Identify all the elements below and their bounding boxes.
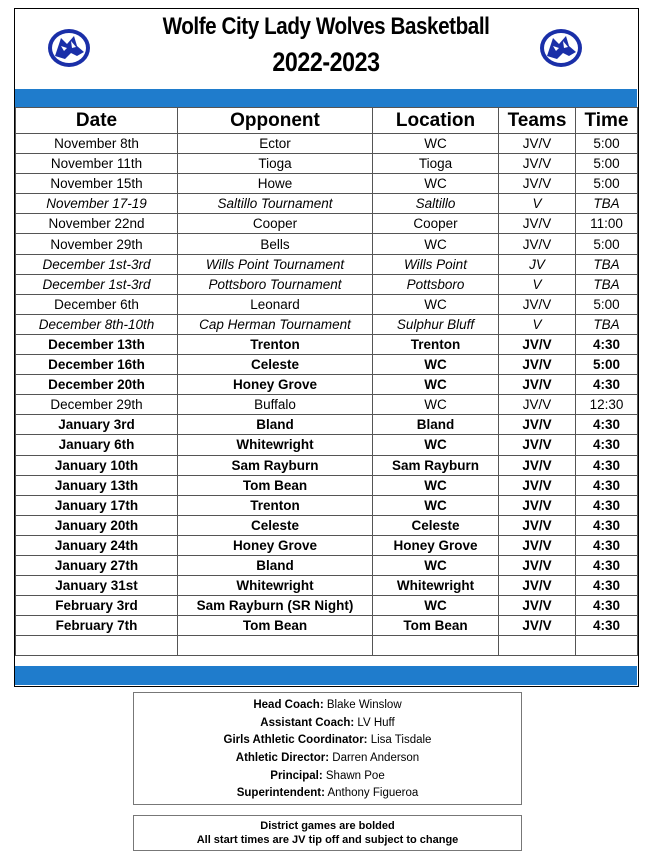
cell-location: WC bbox=[373, 355, 499, 375]
cell-location: WC bbox=[373, 395, 499, 415]
table-row bbox=[16, 194, 638, 214]
cell-location: Tom Bean bbox=[373, 616, 499, 636]
cell-teams: JV/V bbox=[499, 616, 576, 636]
cell-location: WC bbox=[373, 234, 499, 254]
cell-teams: JV/V bbox=[499, 375, 576, 395]
cell-location: Whitewright bbox=[373, 576, 499, 596]
cell-time: 12:30 bbox=[576, 395, 638, 415]
table-row bbox=[16, 254, 638, 274]
cell-teams: JV/V bbox=[499, 455, 576, 475]
cell-date: January 6th bbox=[16, 435, 178, 455]
cell-opponent: Tom Bean bbox=[178, 475, 373, 495]
cell-teams: JV/V bbox=[499, 355, 576, 375]
cell-teams: JV/V bbox=[499, 234, 576, 254]
table-row bbox=[16, 294, 638, 314]
column-header-date: Date bbox=[16, 108, 178, 134]
cell-teams: JV/V bbox=[499, 334, 576, 354]
note-district: District games are bolded bbox=[260, 820, 395, 832]
staff-role: Athletic Director: bbox=[235, 752, 330, 765]
cell-location: Tioga bbox=[373, 154, 499, 174]
cell-opponent: Honey Grove bbox=[178, 375, 373, 395]
cell-location: WC bbox=[373, 174, 499, 194]
table-row bbox=[16, 214, 638, 234]
cell-location: WC bbox=[373, 375, 499, 395]
staff-role: Head Coach: bbox=[253, 699, 324, 711]
table-row bbox=[16, 616, 638, 636]
cell-date: December 6th bbox=[16, 294, 178, 314]
cell-teams: JV/V bbox=[499, 515, 576, 535]
table-row bbox=[16, 576, 638, 596]
cell-opponent: Pottsboro Tournament bbox=[178, 274, 373, 294]
cell-opponent: Leonard bbox=[178, 294, 373, 314]
cell-time: 5:00 bbox=[576, 294, 638, 314]
cell-time: 4:30 bbox=[576, 455, 638, 475]
cell-location: Bland bbox=[373, 415, 499, 435]
cell-teams: JV/V bbox=[499, 174, 576, 194]
cell-opponent: Whitewright bbox=[178, 576, 373, 596]
cell-time: 5:00 bbox=[576, 355, 638, 375]
cell-teams: JV/V bbox=[499, 535, 576, 555]
cell-opponent bbox=[178, 636, 373, 656]
staff-line bbox=[134, 768, 521, 786]
cell-teams: V bbox=[499, 194, 576, 214]
title-season: 2022-2023 bbox=[272, 47, 380, 77]
cell-time: 4:30 bbox=[576, 596, 638, 616]
cell-date: November 11th bbox=[16, 154, 178, 174]
cell-opponent: Tom Bean bbox=[178, 616, 373, 636]
table-row bbox=[16, 435, 638, 455]
staff-name: Lisa Tisdale bbox=[370, 734, 432, 747]
blue-band-bottom bbox=[15, 666, 637, 685]
title-line-1: Wolfe City Lady Wolves Basketball bbox=[162, 13, 490, 40]
cell-location: Saltillo bbox=[373, 194, 499, 214]
cell-teams: JV/V bbox=[499, 214, 576, 234]
cell-opponent: Whitewright bbox=[178, 435, 373, 455]
cell-location: Cooper bbox=[373, 214, 499, 234]
table-row bbox=[16, 355, 638, 375]
table-row bbox=[16, 415, 638, 435]
cell-date: November 8th bbox=[16, 134, 178, 154]
cell-location bbox=[373, 636, 499, 656]
cell-teams: JV/V bbox=[499, 555, 576, 575]
cell-time: 4:30 bbox=[576, 495, 638, 515]
cell-teams: JV/V bbox=[499, 435, 576, 455]
cell-teams bbox=[499, 636, 576, 656]
cell-teams: JV/V bbox=[499, 294, 576, 314]
cell-date: November 22nd bbox=[16, 214, 178, 234]
cell-opponent: Celeste bbox=[178, 515, 373, 535]
table-header-row bbox=[16, 108, 638, 134]
cell-location: WC bbox=[373, 495, 499, 515]
cell-time: 4:30 bbox=[576, 334, 638, 354]
cell-opponent: Howe bbox=[178, 174, 373, 194]
column-header-teams: Teams bbox=[499, 108, 576, 134]
staff-box bbox=[133, 692, 522, 805]
table-row bbox=[16, 154, 638, 174]
cell-location: Sam Rayburn bbox=[373, 455, 499, 475]
cell-teams: JV/V bbox=[499, 495, 576, 515]
cell-date: February 3rd bbox=[16, 596, 178, 616]
cell-teams: V bbox=[499, 274, 576, 294]
cell-opponent: Saltillo Tournament bbox=[178, 194, 373, 214]
table-row bbox=[16, 174, 638, 194]
cell-teams: JV/V bbox=[499, 475, 576, 495]
cell-time: TBA bbox=[576, 194, 638, 214]
cell-location: Trenton bbox=[373, 334, 499, 354]
notes-box bbox=[133, 815, 522, 851]
cell-teams: V bbox=[499, 314, 576, 334]
cell-time: TBA bbox=[576, 254, 638, 274]
column-header-time: Time bbox=[576, 108, 638, 134]
cell-opponent: Trenton bbox=[178, 334, 373, 354]
cell-opponent: Bland bbox=[178, 415, 373, 435]
staff-line bbox=[134, 785, 521, 803]
column-header-location: Location bbox=[373, 108, 499, 134]
cell-location: WC bbox=[373, 555, 499, 575]
cell-time: 4:30 bbox=[576, 576, 638, 596]
cell-date: December 1st-3rd bbox=[16, 274, 178, 294]
staff-line bbox=[134, 697, 521, 715]
cell-location: WC bbox=[373, 435, 499, 455]
cell-time: 5:00 bbox=[576, 134, 638, 154]
cell-time: 4:30 bbox=[576, 616, 638, 636]
wolf-logo-icon bbox=[539, 26, 583, 70]
cell-location: Honey Grove bbox=[373, 535, 499, 555]
cell-date: February 7th bbox=[16, 616, 178, 636]
cell-opponent: Sam Rayburn bbox=[178, 455, 373, 475]
cell-teams: JV/V bbox=[499, 576, 576, 596]
cell-time: 4:30 bbox=[576, 475, 638, 495]
table-row bbox=[16, 555, 638, 575]
cell-time: 4:30 bbox=[576, 515, 638, 535]
cell-date: November 17-19 bbox=[16, 194, 178, 214]
cell-opponent: Ector bbox=[178, 134, 373, 154]
cell-opponent: Cooper bbox=[178, 214, 373, 234]
cell-opponent: Celeste bbox=[178, 355, 373, 375]
table-row bbox=[16, 495, 638, 515]
cell-opponent: Buffalo bbox=[178, 395, 373, 415]
cell-date: December 20th bbox=[16, 375, 178, 395]
cell-location: WC bbox=[373, 475, 499, 495]
cell-time: 4:30 bbox=[576, 435, 638, 455]
cell-date: December 29th bbox=[16, 395, 178, 415]
column-header-opponent: Opponent bbox=[178, 108, 373, 134]
cell-time: TBA bbox=[576, 314, 638, 334]
schedule-body bbox=[16, 134, 638, 656]
cell-opponent: Tioga bbox=[178, 154, 373, 174]
cell-teams: JV/V bbox=[499, 134, 576, 154]
schedule-frame bbox=[14, 8, 639, 687]
cell-location: Celeste bbox=[373, 515, 499, 535]
cell-time: 5:00 bbox=[576, 174, 638, 194]
cell-time: 4:30 bbox=[576, 555, 638, 575]
staff-line bbox=[134, 750, 521, 768]
note-start-times: All start times are JV tip off and subject to change bbox=[196, 834, 459, 846]
cell-date: January 20th bbox=[16, 515, 178, 535]
table-row bbox=[16, 475, 638, 495]
table-row bbox=[16, 455, 638, 475]
table-row bbox=[16, 515, 638, 535]
cell-time: 11:00 bbox=[576, 214, 638, 234]
staff-role: Girls Athletic Coordinator: bbox=[223, 734, 368, 747]
cell-time: TBA bbox=[576, 274, 638, 294]
cell-location: WC bbox=[373, 596, 499, 616]
table-row bbox=[16, 535, 638, 555]
cell-date: December 13th bbox=[16, 334, 178, 354]
cell-time bbox=[576, 636, 638, 656]
staff-role: Assistant Coach: bbox=[260, 716, 355, 729]
cell-location: WC bbox=[373, 134, 499, 154]
cell-opponent: Wills Point Tournament bbox=[178, 254, 373, 274]
cell-date bbox=[16, 636, 178, 656]
table-row bbox=[16, 596, 638, 616]
cell-date: January 31st bbox=[16, 576, 178, 596]
table-row bbox=[16, 375, 638, 395]
cell-teams: JV/V bbox=[499, 415, 576, 435]
cell-teams: JV/V bbox=[499, 596, 576, 616]
cell-time: 4:30 bbox=[576, 415, 638, 435]
table-row bbox=[16, 636, 638, 656]
cell-time: 4:30 bbox=[576, 535, 638, 555]
cell-time: 4:30 bbox=[576, 375, 638, 395]
cell-time: 5:00 bbox=[576, 154, 638, 174]
cell-opponent: Trenton bbox=[178, 495, 373, 515]
cell-date: January 3rd bbox=[16, 415, 178, 435]
header bbox=[15, 9, 637, 89]
cell-date: November 29th bbox=[16, 234, 178, 254]
cell-date: January 27th bbox=[16, 555, 178, 575]
table-row bbox=[16, 395, 638, 415]
staff-role: Principal: bbox=[270, 769, 323, 782]
cell-location: WC bbox=[373, 294, 499, 314]
table-row bbox=[16, 314, 638, 334]
cell-opponent: Bland bbox=[178, 555, 373, 575]
staff-name: Blake Winslow bbox=[326, 699, 402, 711]
cell-time: 5:00 bbox=[576, 234, 638, 254]
cell-teams: JV/V bbox=[499, 395, 576, 415]
blue-band-top bbox=[15, 89, 637, 107]
cell-date: January 17th bbox=[16, 495, 178, 515]
cell-location: Sulphur Bluff bbox=[373, 314, 499, 334]
staff-name: Darren Anderson bbox=[332, 752, 420, 765]
staff-line bbox=[134, 715, 521, 733]
cell-opponent: Bells bbox=[178, 234, 373, 254]
staff-role: Superintendent: bbox=[236, 787, 325, 800]
cell-location: Wills Point bbox=[373, 254, 499, 274]
cell-date: January 13th bbox=[16, 475, 178, 495]
staff-name: Shawn Poe bbox=[325, 769, 385, 782]
staff-name: Anthony Figueroa bbox=[327, 787, 419, 800]
cell-opponent: Sam Rayburn (SR Night) bbox=[178, 596, 373, 616]
cell-date: November 15th bbox=[16, 174, 178, 194]
staff-line bbox=[134, 732, 521, 750]
cell-opponent: Cap Herman Tournament bbox=[178, 314, 373, 334]
cell-teams: JV bbox=[499, 254, 576, 274]
table-row bbox=[16, 234, 638, 254]
table-row bbox=[16, 334, 638, 354]
cell-date: January 24th bbox=[16, 535, 178, 555]
cell-date: December 16th bbox=[16, 355, 178, 375]
cell-date: January 10th bbox=[16, 455, 178, 475]
staff-name: LV Huff bbox=[357, 716, 395, 729]
cell-opponent: Honey Grove bbox=[178, 535, 373, 555]
table-row bbox=[16, 274, 638, 294]
cell-date: December 8th-10th bbox=[16, 314, 178, 334]
cell-date: December 1st-3rd bbox=[16, 254, 178, 274]
cell-location: Pottsboro bbox=[373, 274, 499, 294]
cell-teams: JV/V bbox=[499, 154, 576, 174]
schedule-table bbox=[15, 107, 638, 656]
table-row bbox=[16, 134, 638, 154]
